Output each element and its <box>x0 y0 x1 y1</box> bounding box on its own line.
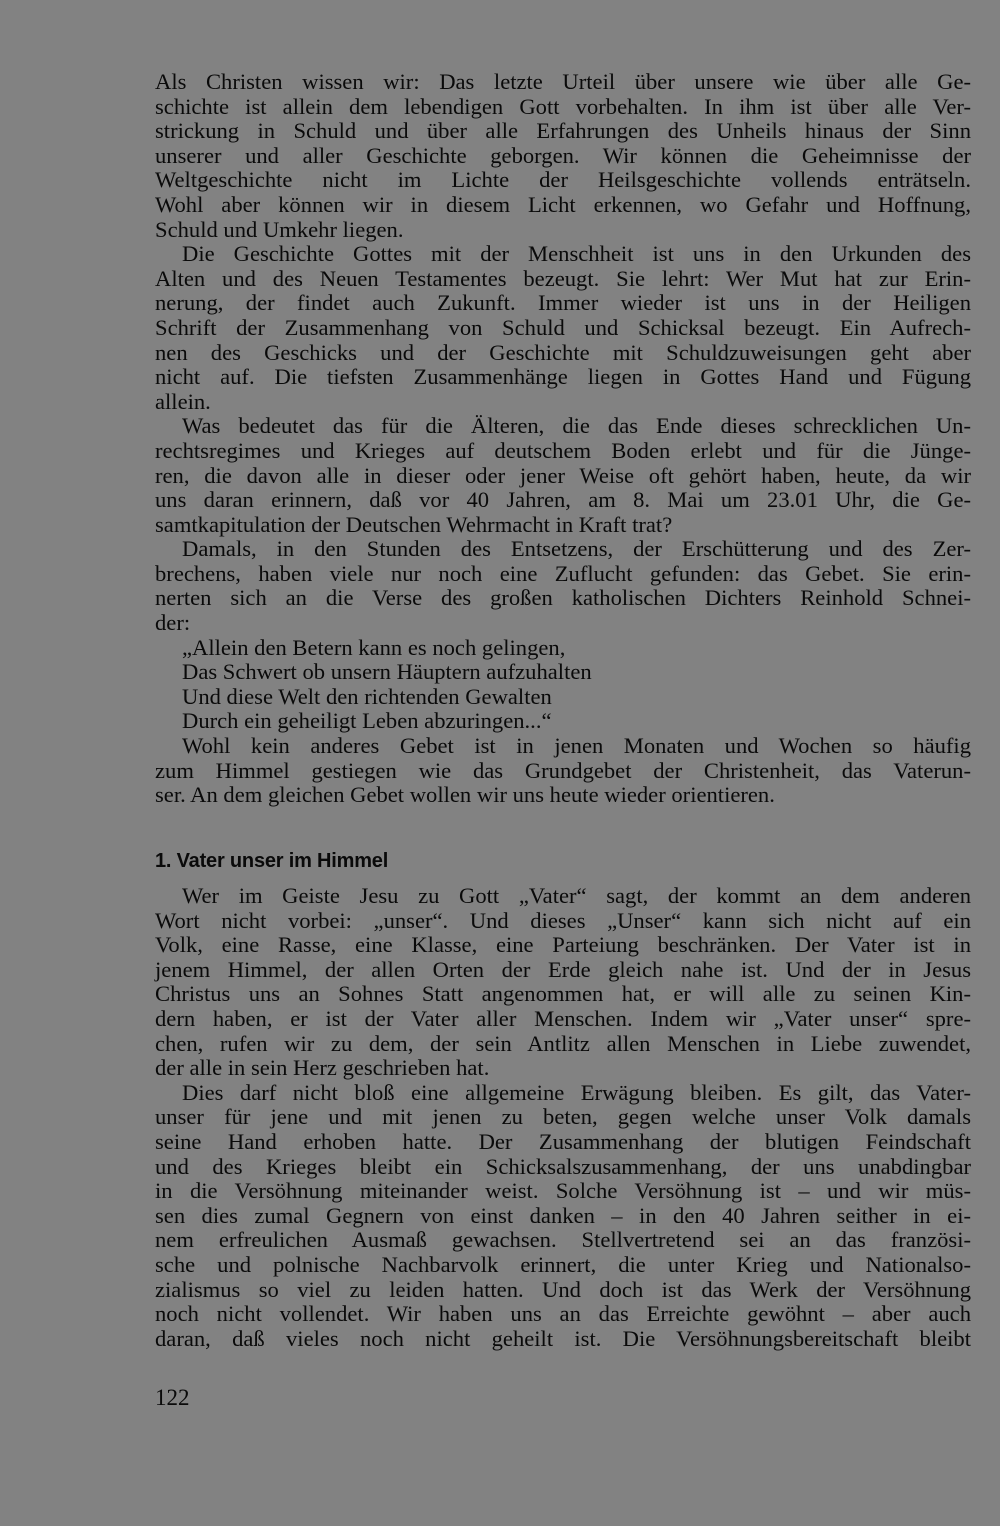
text-line: ser. An dem gleichen Gebet wollen wir uns heute wieder orientieren. <box>155 782 775 808</box>
text-line: Damals, in den Stunden des Entsetzens, der Erschütterung und des Zer- <box>182 536 971 562</box>
text-line: zum Himmel gestiegen wie das Grundgebet der Christenheit, das Vaterun- <box>155 757 971 783</box>
text-line: Volk, eine Rasse, eine Klasse, eine Parteiung beschränken. Der Vater ist in <box>155 932 971 958</box>
text-line: Alten und des Neuen Testamentes bezeugt. Sie lehrt: Wer Mut hat zur Erin- <box>155 265 971 291</box>
text-line: ren, die davon alle in dieser oder jener Weise oft gehört haben, heute, da wir <box>155 462 971 488</box>
text-line: nen des Geschicks und der Geschichte mit Schuldzuweisungen geht aber <box>155 339 971 365</box>
text-line: Als Christen wissen wir: Das letzte Urteil über unsere wie über alle Ge- <box>155 69 971 94</box>
text-line: brechens, haben viele nur noch eine Zuflucht gefunden: das Gebet. Sie erin- <box>155 560 971 586</box>
text-line: dern haben, er ist der Vater aller Menschen. Indem wir „Vater unser“ spre- <box>155 1005 971 1031</box>
text-line: daran, daß vieles noch nicht geheilt ist. Die Versöhnungsbereitschaft bleibt <box>155 1325 971 1351</box>
text-line: unserer und aller Geschichte geborgen. Wir können die Geheimnisse der <box>155 142 971 168</box>
text-line: Wort nicht vorbei: „unser“. Und dieses „Unser“ kann sich nicht auf ein <box>155 907 971 933</box>
text-line: noch nicht vollendet. Wir haben uns an das Erreichte gewöhnt – aber auch <box>155 1301 971 1327</box>
text-line: nerten sich an die Verse des großen katholischen Dichters Reinhold Schnei- <box>155 585 971 611</box>
text-line: Wer im Geiste Jesu zu Gott „Vater“ sagt, der kommt an dem anderen <box>182 883 971 908</box>
text-line: Wohl kein anderes Gebet ist in jenen Monaten und Wochen so häufig <box>182 733 971 759</box>
text-line: Christus uns an Sohnes Statt angenommen hat, er will alle zu seinen Kin- <box>155 981 971 1007</box>
text-line: Wohl aber können wir in diesem Licht erkennen, wo Gefahr und Hoffnung, <box>155 191 971 217</box>
text-line: chen, rufen wir zu dem, der sein Antlitz allen Menschen in Liebe zuwendet, <box>155 1030 971 1056</box>
section-heading: 1. Vater unser im Himmel <box>155 850 389 872</box>
text-line: samtkapitulation der Deutschen Wehrmacht in Kraft trat? <box>155 511 673 537</box>
text-line: rechtsregimes und Krieges auf deutschem Boden erlebt und für die Jünge- <box>155 437 971 463</box>
text-line: der: <box>155 610 191 636</box>
body-text-block-2 <box>155 884 971 1351</box>
text-line: seine Hand erhoben hatte. Der Zusammenhang der blutigen Feindschaft <box>155 1128 971 1154</box>
text-line: Dies darf nicht bloß eine allgemeine Erwägung bleiben. Es gilt, das Vater- <box>182 1079 971 1105</box>
text-line: uns daran erinnern, daß vor 40 Jahren, am 8. Mai um 23.01 Uhr, die Ge- <box>155 487 971 513</box>
verse-line: Das Schwert ob unsern Häuptern aufzuhalten <box>182 659 592 685</box>
text-line: Schrift der Zusammenhang von Schuld und Schicksal bezeugt. Ein Aufrech- <box>155 314 971 340</box>
text-line: nicht auf. Die tiefsten Zusammenhänge liegen in Gottes Hand und Fügung <box>155 364 971 390</box>
verse-line: Durch ein geheiligt Leben abzuringen...“ <box>182 708 552 734</box>
text-line: sen dies zumal Gegnern von einst danken – in den 40 Jahren seither in ei- <box>155 1202 971 1228</box>
text-line: und des Krieges bleibt ein Schicksalszusammenhang, der uns unabdingbar <box>155 1153 971 1179</box>
body-text-block-1 <box>155 70 971 808</box>
text-line: schichte ist allein dem lebendigen Gott vorbehalten. In ihm ist über alle Ver- <box>155 93 971 119</box>
text-line: unser für jene und mit jenen zu beten, gegen welche unser Volk damals <box>155 1104 971 1130</box>
text-line: zialismus so viel zu leiden hatten. Und doch ist das Werk der Versöhnung <box>155 1276 971 1302</box>
text-line: jenem Himmel, der allen Orten der Erde gleich nahe ist. Und der in Jesus <box>155 956 971 982</box>
verse-line: Und diese Welt den richtenden Gewalten <box>182 683 552 709</box>
text-line: nerung, der findet auch Zukunft. Immer wieder ist uns in der Heiligen <box>155 290 971 316</box>
text-line: sche und polnische Nachbarvolk erinnert, die unter Krieg und Nationalso- <box>155 1251 971 1277</box>
text-line: Was bedeutet das für die Älteren, die das Ende dieses schrecklichen Un- <box>182 413 971 439</box>
text-line: allein. <box>155 388 211 414</box>
text-line: Schuld und Umkehr liegen. <box>155 216 404 242</box>
text-line: Weltgeschichte nicht im Lichte der Heilsgeschichte vollends enträtseln. <box>155 167 971 193</box>
page-number: 122 <box>155 1385 190 1410</box>
text-line: Die Geschichte Gottes mit der Menschheit ist uns in den Urkunden des <box>182 241 971 267</box>
text-line: nem erfreulichen Ausmaß gewachsen. Stellvertretend sei an das französi- <box>155 1227 971 1253</box>
text-line: der alle in sein Herz geschrieben hat. <box>155 1055 490 1081</box>
text-line: strickung in Schuld und über alle Erfahrungen des Unheils hinaus der Sinn <box>155 118 971 144</box>
text-line: in die Versöhnung miteinander weist. Solche Versöhnung ist – und wir müs- <box>155 1178 971 1204</box>
verse-line: „Allein den Betern kann es noch gelingen, <box>182 634 566 660</box>
